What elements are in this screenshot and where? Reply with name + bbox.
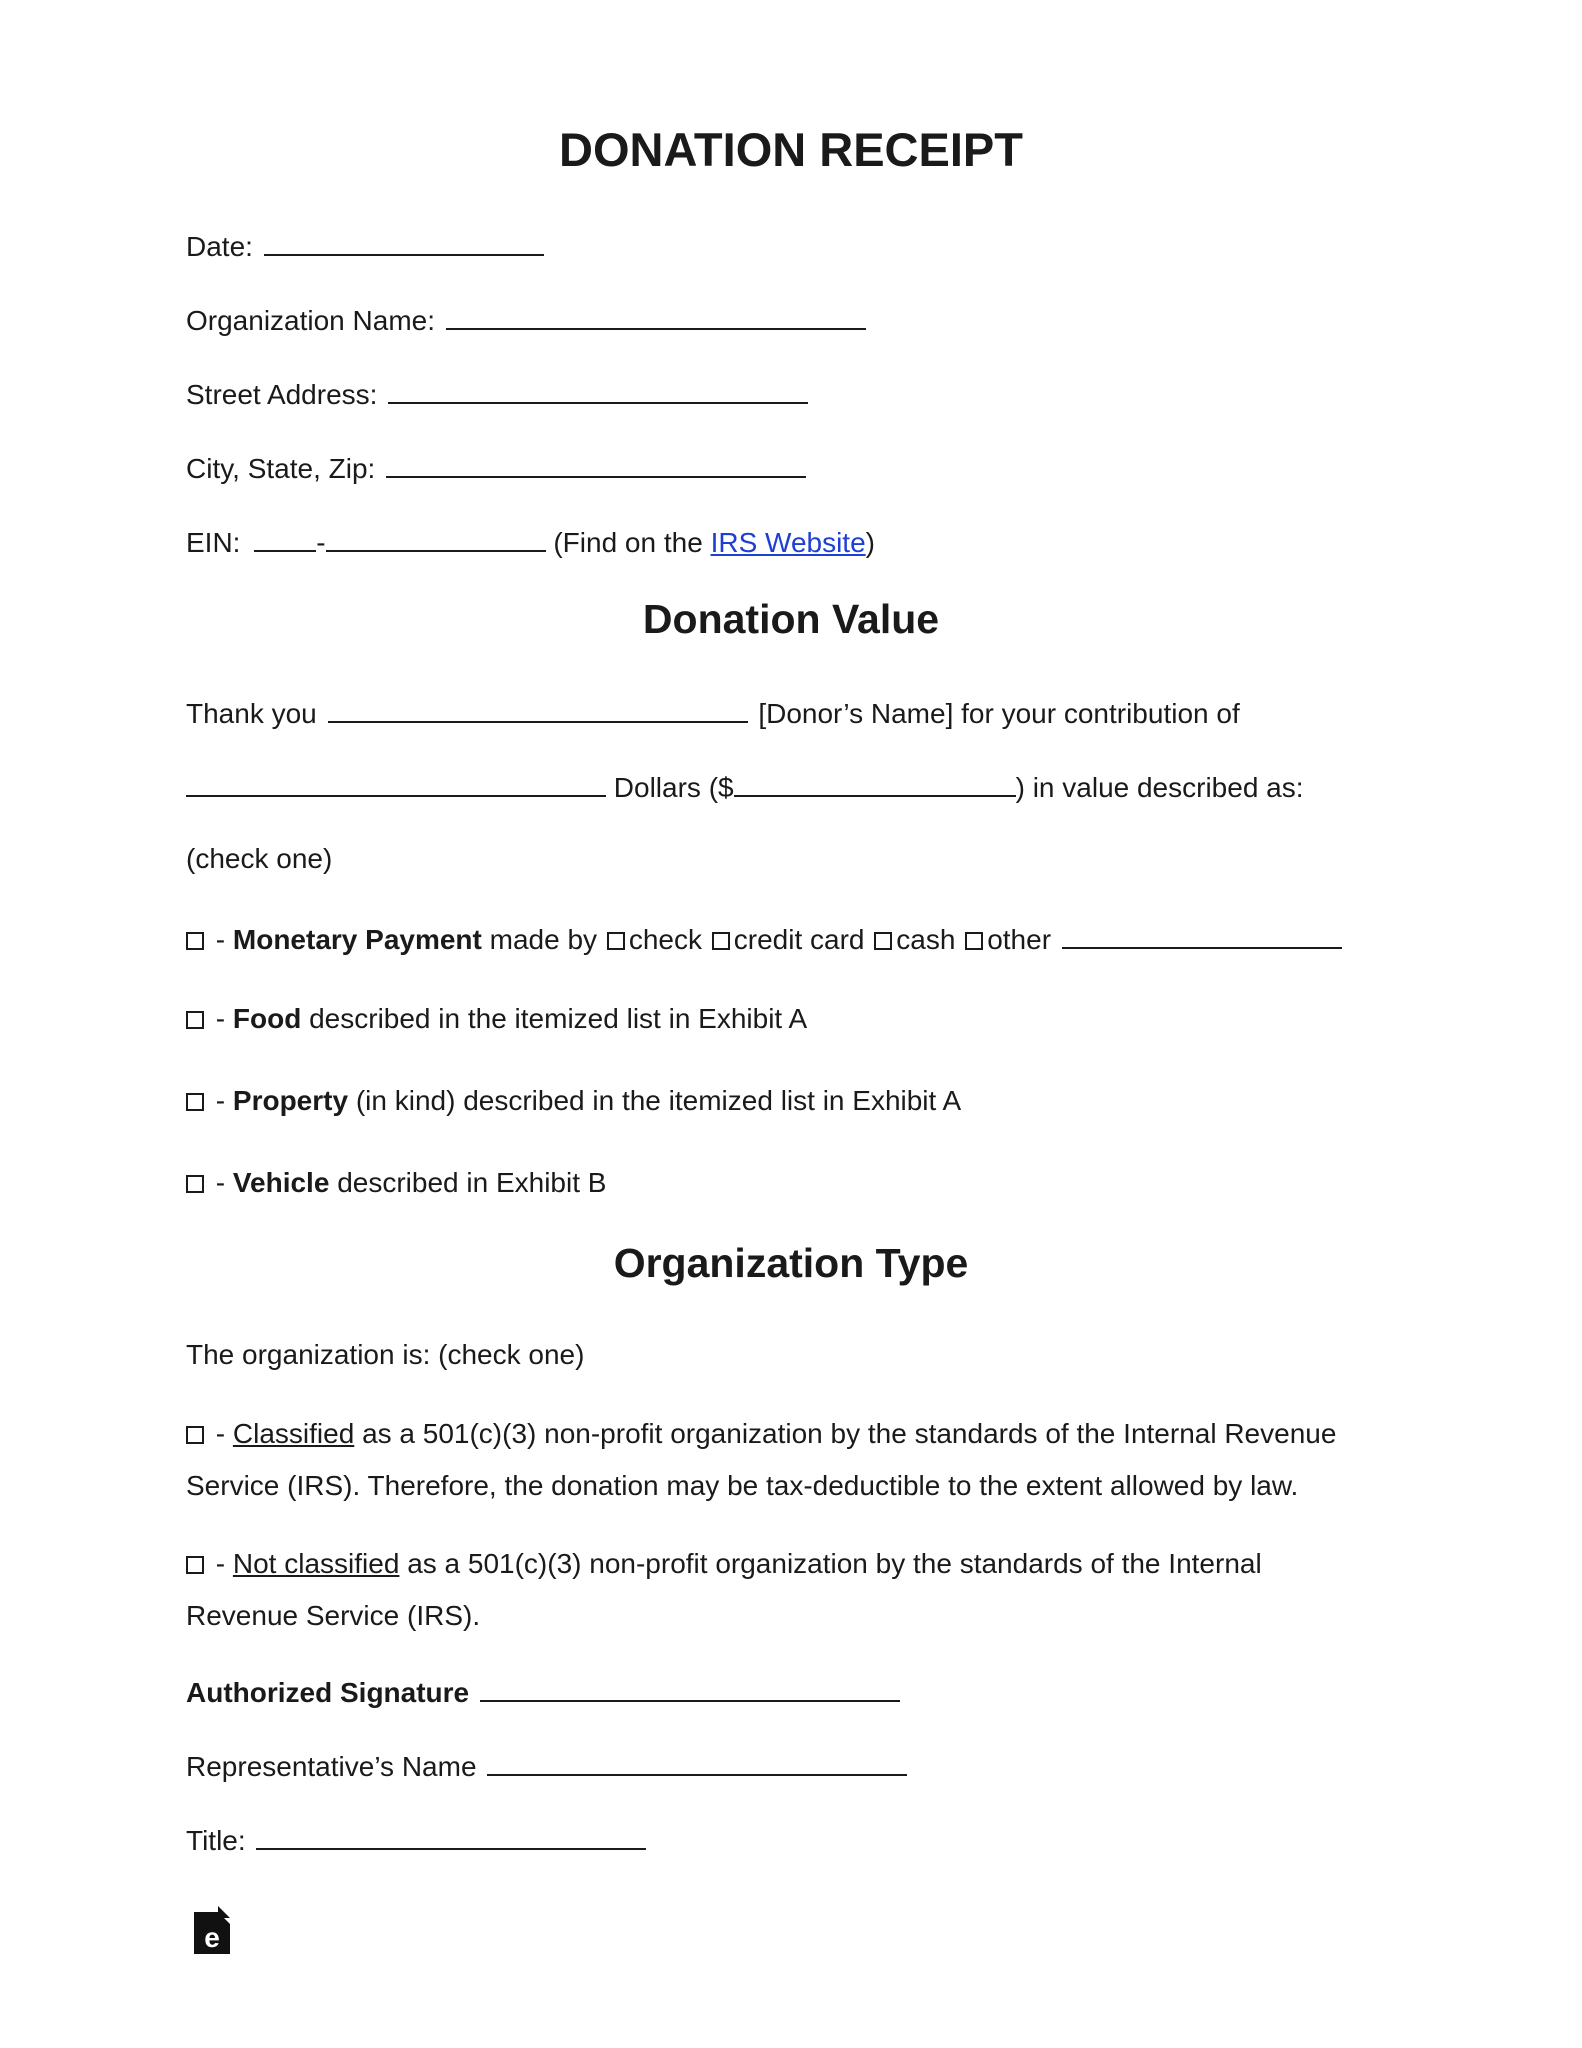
date-field-row [186,230,547,261]
representative-name-row [186,1750,910,1781]
other-checkbox[interactable] [965,932,983,950]
vehicle-description: described in Exhibit B [337,1167,607,1198]
food-label: Food [232,1003,302,1034]
document-title: DONATION RECEIPT [559,123,1023,176]
classified-label: Classified [232,1418,355,1449]
city-state-zip-input[interactable] [386,452,806,478]
vehicle-label: Vehicle [232,1167,330,1198]
not-classified-dash: - [215,1548,226,1579]
logo-letter: e [204,1922,220,1953]
classified-text-line2: Service (IRS). Therefore, the donation may be tax-deductible to the extent allowed by law. [186,1470,1299,1501]
vehicle-checkbox[interactable] [186,1175,204,1193]
property-label: Property [232,1085,349,1116]
ein-dash: - [316,527,326,558]
cash-checkbox[interactable] [874,932,892,950]
monetary-payment-label: Monetary Payment [232,924,482,955]
donor-name-suffix: [Donor’s Name] for your contribution of [758,698,1240,729]
authorized-signature-input[interactable] [480,1676,900,1702]
property-dash: - [215,1085,226,1116]
classified-text-line1: as a 501(c)(3) non-profit organization by the standards of the Internal Revenue [362,1418,1337,1449]
ein-label: EIN: [186,527,241,558]
street-address-row [186,378,811,409]
classified-checkbox[interactable] [186,1426,204,1444]
vehicle-dash: - [215,1167,226,1198]
date-input[interactable] [264,230,544,256]
credit-card-checkbox[interactable] [712,932,730,950]
street-address-input[interactable] [388,378,808,404]
organization-intro: The organization is: (check one) [186,1339,585,1370]
made-by-label: made by [489,924,598,955]
food-option [186,1005,807,1033]
authorized-signature-row [186,1676,903,1707]
ein-suffix-input[interactable] [326,526,546,552]
thank-you-row [186,697,1240,728]
property-checkbox[interactable] [186,1093,204,1111]
credit-card-label: credit card [733,924,865,955]
not-classified-label: Not classified [232,1548,400,1579]
title-input[interactable] [256,1824,646,1850]
eforms-logo-icon [194,1906,230,1954]
org-name-label: Organization Name: [186,305,436,336]
organization-type-heading: Organization Type [613,1240,969,1286]
date-label: Date: [186,231,253,262]
city-state-zip-label: City, State, Zip: [186,453,376,484]
ein-find-suffix: ) [865,527,875,558]
donor-name-input[interactable] [328,697,748,723]
org-name-row [186,304,869,335]
classified-option [186,1420,1336,1448]
value-described-label: ) in value described as: [1015,772,1304,803]
ein-row [186,526,875,557]
dollars-words-input[interactable] [186,771,606,797]
monetary-payment-checkbox[interactable] [186,932,204,950]
title-label: Title: [186,1825,246,1856]
food-description: described in the itemized list in Exhibit A [309,1003,808,1034]
city-state-zip-row [186,452,809,483]
check-checkbox[interactable] [607,932,625,950]
ein-find-prefix: (Find on the [553,527,703,558]
not-classified-text-line2: Revenue Service (IRS). [186,1600,481,1631]
food-checkbox[interactable] [186,1011,204,1029]
monetary-payment-option [186,923,1345,954]
org-name-input[interactable] [446,304,866,330]
monetary-dash: - [215,924,226,955]
classified-dash: - [215,1418,226,1449]
representative-name-input[interactable] [487,1750,907,1776]
not-classified-checkbox[interactable] [186,1556,204,1574]
representative-name-label: Representative’s Name [186,1751,477,1782]
authorized-signature-label: Authorized Signature [186,1677,470,1708]
other-payment-input[interactable] [1062,923,1342,949]
dollars-label: Dollars ($ [613,772,734,803]
cash-label: cash [896,924,956,955]
not-classified-option [186,1550,1262,1578]
street-address-label: Street Address: [186,379,378,410]
ein-prefix-input[interactable] [254,526,316,552]
irs-website-link[interactable]: IRS Website [710,527,866,558]
thank-you-label: Thank you [186,698,317,729]
vehicle-option [186,1169,606,1197]
dollars-amount-input[interactable] [734,771,1016,797]
title-row [186,1824,649,1855]
not-classified-text-line1: as a 501(c)(3) non-profit organization by the standards of the Internal [407,1548,1262,1579]
dollars-row [186,771,1304,802]
property-description: (in kind) described in the itemized list in Exhibit A [355,1085,962,1116]
check-label: check [628,924,702,955]
food-dash: - [215,1003,226,1034]
property-option [186,1087,961,1115]
donation-value-heading: Donation Value [642,596,940,642]
other-label: other [987,924,1052,955]
check-one-label: (check one) [186,843,333,874]
